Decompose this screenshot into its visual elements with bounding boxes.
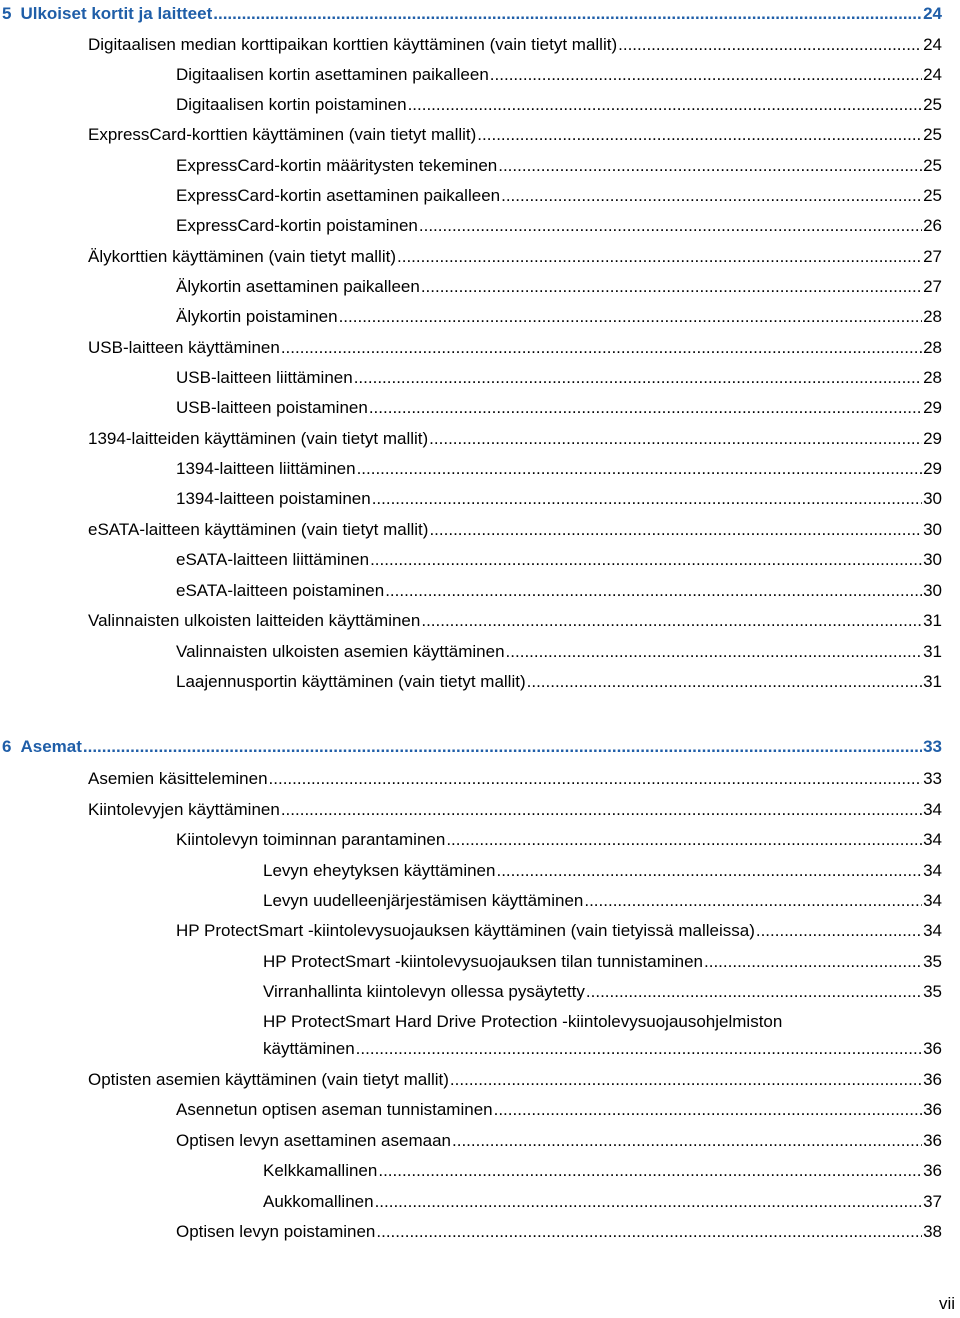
toc-entry[interactable]: Älykortin asettaminen paikalleen ..... 27 (176, 273, 942, 297)
toc-entry[interactable]: USB-laitteen liittäminen ..... 28 (176, 364, 942, 388)
toc-entry[interactable]: ExpressCard-kortin poistaminen ..... 26 (176, 212, 942, 236)
toc-entry[interactable]: ExpressCard-korttien käyttäminen (vain tietyt mallit) ..... 25 (88, 121, 942, 145)
toc-entry[interactable]: Optisen levyn asettaminen asemaan ..... 36 (176, 1127, 942, 1151)
toc-entry[interactable]: Älykorttien käyttäminen (vain tietyt mallit) ..... 27 (88, 243, 942, 267)
toc-entry[interactable]: Aukkomallinen ..... 37 (263, 1188, 942, 1212)
toc-entry[interactable]: Valinnaisten ulkoisten laitteiden käyttäminen ..... 31 (88, 607, 942, 631)
dot-leader (213, 4, 922, 24)
toc-chapter-5[interactable] (2, 0, 942, 24)
toc-entry[interactable]: Virranhallinta kiintolevyn ollessa pysäytetty ..... 35 (263, 978, 942, 1002)
toc-entry[interactable]: Kelkkamallinen ..... 36 (263, 1157, 942, 1181)
toc-entry[interactable]: eSATA-laitteen liittäminen ..... 30 (176, 546, 942, 570)
toc-entry[interactable]: Asemien käsitteleminen ..... 33 (88, 765, 942, 789)
toc-entry[interactable]: 1394-laitteen poistaminen ..... 30 (176, 485, 942, 509)
page-number: vii (938, 1294, 955, 1313)
toc-entry[interactable]: ExpressCard-kortin asettaminen paikalleen ..... 25 (176, 182, 942, 206)
toc-entry[interactable]: Optisen levyn poistaminen ..... 38 (176, 1218, 942, 1242)
toc-entry[interactable]: 1394-laitteen liittäminen ..... 29 (176, 455, 942, 479)
toc-page-number: 24 (923, 4, 942, 23)
toc-entry[interactable]: Kiintolevyjen käyttäminen ..... 34 (88, 796, 942, 820)
toc-entry[interactable]: HP ProtectSmart -kiintolevysuojauksen käyttäminen (vain tietyissä malleissa) ..... 34 (176, 917, 942, 941)
toc-entry[interactable]: Asennetun optisen aseman tunnistaminen ..... 36 (176, 1096, 942, 1120)
dot-leader (83, 737, 922, 757)
toc-entry[interactable]: HP ProtectSmart -kiintolevysuojauksen tilan tunnistaminen ..... 35 (263, 948, 942, 972)
toc-entry[interactable]: eSATA-laitteen poistaminen ..... 30 (176, 577, 942, 601)
toc-entry[interactable]: Älykortin poistaminen ..... 28 (176, 303, 942, 327)
toc-entry[interactable]: Digitaalisen median korttipaikan korttien käyttäminen (vain tietyt mallit) ..... 24 (88, 31, 942, 55)
toc-entry[interactable]: käyttäminen ..... 36 (263, 1035, 942, 1059)
toc-entry[interactable]: Digitaalisen kortin poistaminen ..... 25 (176, 91, 942, 115)
toc-entry[interactable]: 1394-laitteiden käyttäminen (vain tietyt mallit) ..... 29 (88, 425, 942, 449)
toc-entry[interactable]: ExpressCard-kortin määritysten tekeminen ..... 25 (176, 152, 942, 176)
toc-entry[interactable]: Laajennusportin käyttäminen (vain tietyt mallit) ..... 31 (176, 668, 942, 692)
toc-entry[interactable]: Valinnaisten ulkoisten asemien käyttäminen ..... 31 (176, 638, 942, 662)
toc-page-number: 33 (923, 737, 942, 756)
toc-chapter-6[interactable] (2, 733, 942, 757)
toc-entry[interactable]: Digitaalisen kortin asettaminen paikalleen ..... 24 (176, 61, 942, 85)
toc-entry[interactable]: Kiintolevyn toiminnan parantaminen ..... 34 (176, 826, 942, 850)
chapter-heading: 6 Asemat (2, 737, 82, 756)
toc-entry[interactable]: USB-laitteen poistaminen ..... 29 (176, 394, 942, 418)
toc-entry[interactable]: Levyn uudelleenjärjestämisen käyttäminen ..... 34 (263, 887, 942, 911)
toc-entry[interactable]: eSATA-laitteen käyttäminen (vain tietyt mallit) ..... 30 (88, 516, 942, 540)
toc-entry[interactable]: Levyn eheytyksen käyttäminen ..... 34 (263, 857, 942, 881)
toc-entry[interactable]: Optisten asemien käyttäminen (vain tietyt mallit) ..... 36 (88, 1066, 942, 1090)
chapter-heading: 5 Ulkoiset kortit ja laitteet (2, 4, 213, 23)
toc-entry[interactable]: USB-laitteen käyttäminen ..... 28 (88, 334, 942, 358)
toc-entry-line1[interactable]: HP ProtectSmart Hard Drive Protection -kiintolevysuojausohjelmiston (263, 1012, 783, 1031)
